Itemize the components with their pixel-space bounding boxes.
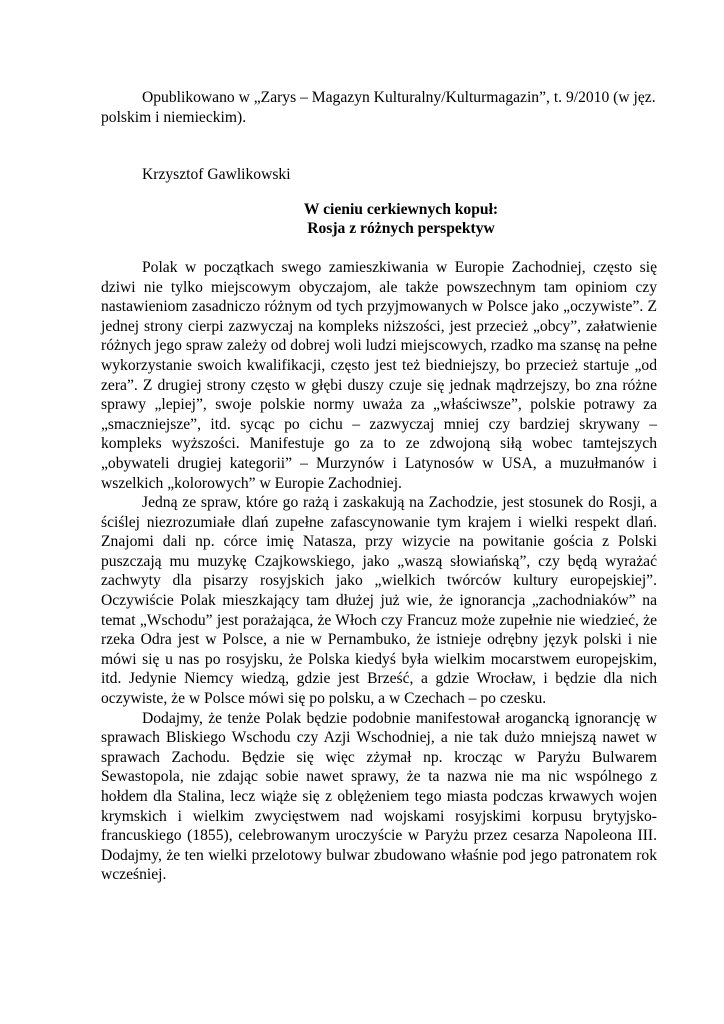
paragraph-1: Polak w początkach swego zamieszkiwania w Europie Zachodniej, często się dziwi nie tylko miejscowym obyczajom, ale także powszechnym tam opiniom czy nastawieniom zasadniczo różnym od tych przyjmowanych w Polsce jako „oczywiste”. Z jednej strony cierpi zazwyczaj na kompleks niższości, jest przecież „obcy”, załatwienie różnych jego spraw zależy od dobrej woli ludzi miejscowych, rzadko ma szansę na pełne wykorzystanie swoich kwalifikacji, często jest też biedniejszy, bo przecież startuje „od zera”. Z drugiej strony często w głębi duszy czuje się jednak mądrzejszy, bo zna różne sprawy „lepiej”, swoje polskie normy uważa za „właściwsze”, polskie potrawy za „smaczniejsze”, itd. sycąc po cichu – zazwyczaj mniej czy bardziej skrywany – kompleks wyższości. Manifestuje go za to ze zdwojoną siłą wobec tamtejszych „obywateli drugiej kategorii” – Murzynów i Latynosów w USA, a muzułmanów i wszelkich „kolorowych” w Europie Zachodniej. [101,258,657,492]
paragraph-2: Jedną ze spraw, które go rażą i zaskakują na Zachodzie, jest stosunek do Rosji, a ściślej niezrozumiałe dlań zupełne zafascynowanie tym krajem i wielki respekt dlań. Znajomi dali np. córce imię Natasza, przy wizycie na powitanie gościa z Polski puszczają mu muzykę Czajkowskiego, jako „waszą słowiańską”, czy będą wyrażać zachwyty dla pisarzy rosyjskich jako „wielkich twórców kultury europejskiej”. Oczywiście Polak mieszkający tam dłużej już wie, że ignorancja „zachodniaków” na temat „Wschodu” jest porażająca, że Włoch czy Francuz może zupełnie nie wiedzieć, że rzeka Odra jest w Polsce, a nie w Pernambuko, że istnieje odrębny język polski i nie mówi się u nas po rosyjsku, że Polska kiedyś była wielkim mocarstwem europejskim, itd. Jedynie Niemcy wiedzą, gdzie jest Brześć, a gdzie Wrocław, i będzie dla nich oczywiste, że w Polsce mówi się po polsku, a w Czechach – po czesku. [101,494,657,708]
title-line-2: Rosja z różnych perspektyw [307,220,495,238]
paragraph-3: Dodajmy, że tenże Polak będzie podobnie manifestował arogancką ignorancję w sprawach Bliskiego Wschodu czy Azji Wschodniej, a nie tak dużo mniejszą nawet w sprawach Zachodu. Będzie się więc zżymał np. krocząc w Paryżu Bulwarem Sewastopola, nie zdając sobie nawet sprawy, że ta nazwa nie ma nic wspólnego z hołdem dla Stalina, lecz wiąże się z oblężeniem tego miasta podczas krwawych wojen krymskich i wielkim zwycięstwem nad wojskami rosyjskimi korpusu brytyjsko-francuskiego (1855), celebrowanym uroczyście w Paryżu przez cesarza Napoleona III. Dodajmy, że ten wielki przelotowy bulwar zbudowano właśnie pod jego patronatem rok wcześniej. [101,709,657,884]
article-body [101,258,657,885]
title-line-1: W cieniu cerkiewnych kopuł: [303,200,499,218]
author-name: Krzysztof Gawlikowski [142,166,291,184]
article-title [101,200,657,239]
document-page [101,88,657,885]
publication-note: Opublikowano w „Zarys – Magazyn Kulturalny/Kulturmagazin”, t. 9/2010 (w jęz. polskim i niemieckim). [101,89,656,126]
